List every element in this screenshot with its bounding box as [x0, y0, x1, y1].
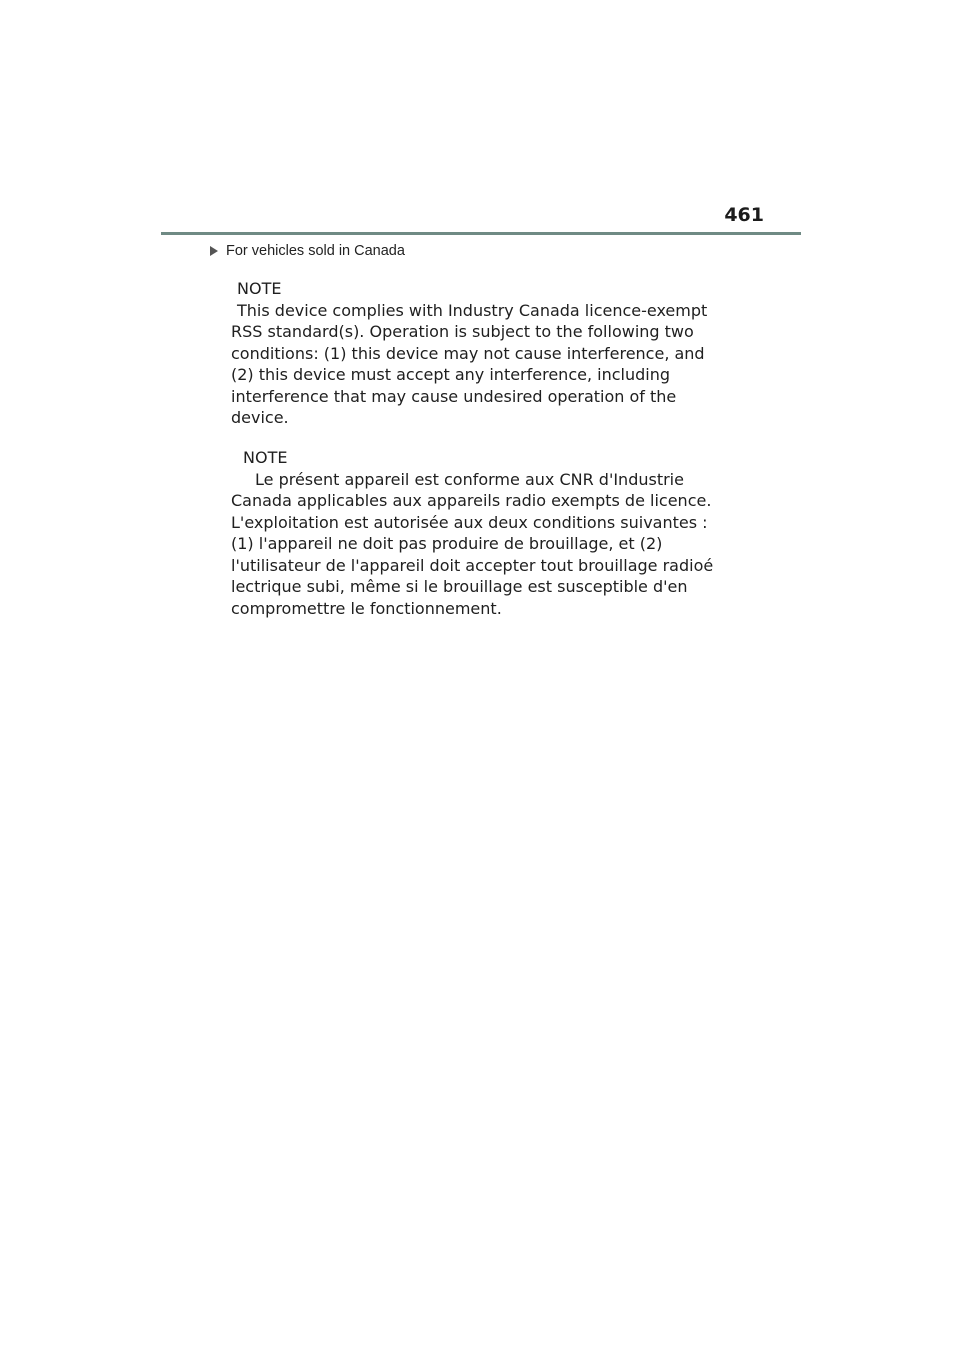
notice-line: interference that may cause undesired operation of the [231, 386, 677, 406]
notice-label: NOTE [243, 448, 288, 467]
notice-label: NOTE [237, 279, 282, 298]
section-heading [210, 243, 405, 259]
notice-french [231, 447, 731, 619]
notice-line: (1) l'appareil ne doit pas produire de brouillage, et (2) [231, 534, 663, 553]
notice-line: (2) this device must accept any interference, including [231, 365, 670, 384]
notice-line: L'exploitation est autorisée aux deux conditions suivantes : [231, 512, 708, 532]
page-number: 461 [724, 204, 764, 226]
notice-line: device. [231, 408, 289, 427]
triangle-right-icon [210, 246, 218, 256]
notice-line: lectrique subi, même si le brouillage est susceptible d'en [231, 577, 688, 596]
notice-english [231, 278, 731, 429]
notice-line: This device complies with Industry Canada licence-exempt [237, 300, 708, 320]
notice-line: conditions: (1) this device may not cause interference, and [231, 343, 705, 363]
notice-line: compromettre le fonctionnement. [231, 598, 502, 618]
notice-line: RSS standard(s). Operation is subject to the following two [231, 322, 694, 341]
notice-line: l'utilisateur de l'appareil doit accepter tout brouillage radioé [231, 555, 714, 575]
header-rule [161, 232, 801, 235]
notice-line: Canada applicables aux appareils radio exempts de licence. [231, 491, 712, 510]
notice-line: Le présent appareil est conforme aux CNR d'Industrie [255, 469, 684, 489]
section-heading-text: For vehicles sold in Canada [226, 243, 405, 259]
